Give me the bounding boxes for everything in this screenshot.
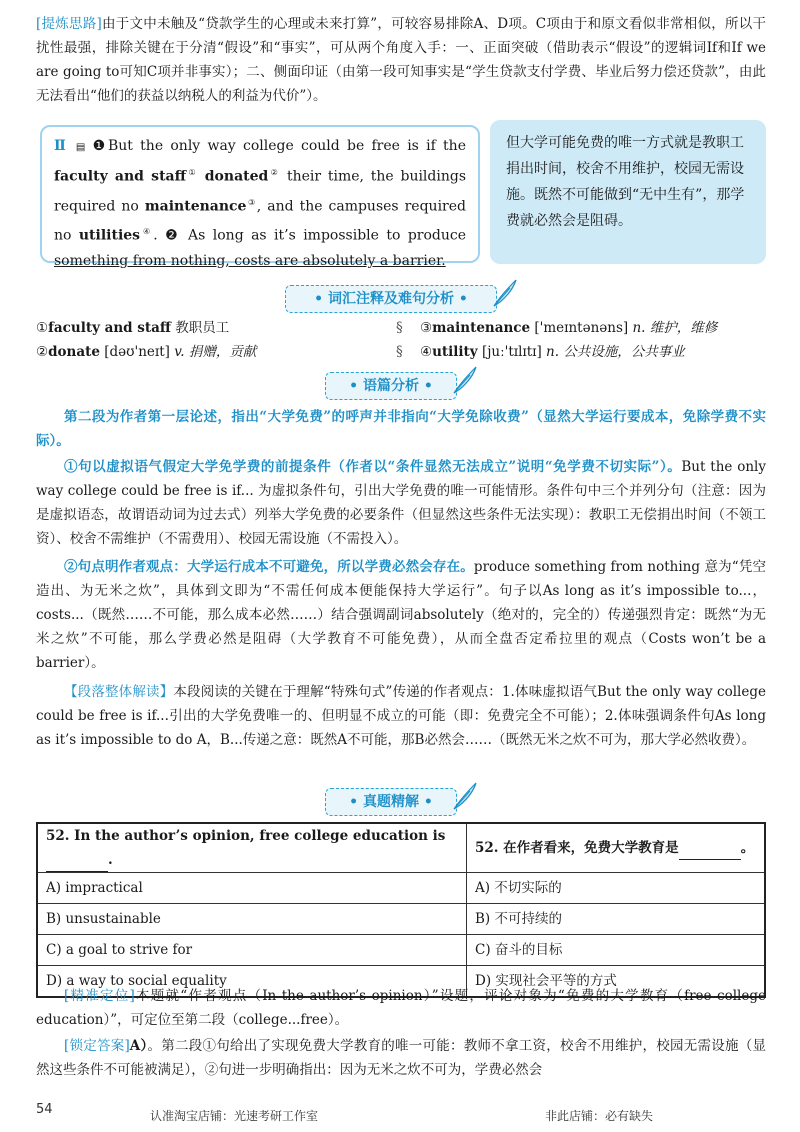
intro-text: 由于文中未触及“贷款学生的心理或未来打算”，可较容易排除A、D项。C项由于和原文看似非常相似，所以干扰性最强，排除关键在于分清“假设”和“事实”，可从两个角度入手：一、正面突破（借助表示“假设”的逻辑词If和If we are going to可知C项并非事实）；二、侧面印证（由第一段可知事实是“学生贷款支付学费、毕业后努力偿还贷款”，由此无法看出“他们的获益以纳税人的利益为代价”）。 — [36, 16, 766, 104]
vocab-num: ② — [36, 344, 49, 360]
vocab-word: utility — [432, 344, 478, 360]
doc-icon: ▤ — [75, 142, 86, 153]
vocab-word-4: utilities — [78, 227, 141, 244]
vocab-mark-1: ① — [186, 168, 198, 177]
locate-paragraph — [36, 984, 766, 1032]
vocab-def: 教职员工 — [175, 320, 230, 336]
vocab-word-3: maintenance — [144, 198, 247, 215]
section-heading-exam — [325, 788, 457, 816]
vocab-mark-3: ③ — [246, 197, 257, 207]
section-heading-analysis-text: • 语篇分析 • — [349, 378, 433, 394]
locate-text: 本题就“作者观点（In the author’s opinion）”设题，评论对象为“免费的大学教育（free college education）”，可定位至第二段（college...free）。 — [36, 988, 766, 1028]
option-c-cn: C) 奋斗的目标 — [467, 935, 766, 966]
locate-label: [精准定位] — [64, 988, 135, 1004]
section-heading-vocab-text: • 词汇注释及难句分析 • — [314, 291, 468, 307]
answer-blank — [679, 845, 741, 860]
passage-marker: Ⅱ — [54, 138, 69, 154]
analysis-overall-label: 【段落整体解读】 — [64, 684, 174, 700]
section-heading-analysis — [325, 372, 457, 400]
translation-text: 但大学可能免费的唯一方式就是教职工捐出时间，校舍不用维护，校园无需设施。既然不可能做到“无中生有”，那学费就必然会是阻碍。 — [506, 135, 745, 229]
analysis-summary — [36, 405, 766, 453]
question-stem-en — [37, 823, 467, 873]
option-row — [37, 935, 765, 966]
stem-en-end: . — [108, 852, 113, 868]
page-number: 54 — [36, 1102, 53, 1117]
vocab-word: faculty and staff — [48, 320, 171, 336]
vocab-def: n. 维护，维修 — [632, 320, 718, 336]
vocab-num: ① — [36, 320, 49, 336]
analysis-overall-text: 本段阅读的关键在于理解“特殊句式”传递的作者观点：1.体味虚拟语气But the only way college could be free is if...引出的大学免费唯一的、但明显不成立的可能（即：免费完全不可能）；2.体味强调条件句As long as it’s impossible to do A，B...传递之意：既然A不可能，那B必然会……（既然无米之炊不可为，那大学必然收费）。 — [36, 684, 766, 748]
section-heading-exam-text: • 真题精解 • — [349, 794, 433, 810]
vocab-item-3 — [420, 316, 717, 340]
stem-cn-text: 52. 在作者看来，免费大学教育是 — [475, 840, 679, 856]
option-b-en: B) unsustainable — [37, 904, 467, 935]
vocab-item-2 — [36, 340, 256, 364]
sentence-1-start: But the only way college could be free is if the — [107, 138, 466, 154]
answer-value: A） — [129, 1038, 148, 1054]
vocab-word: donate — [48, 344, 100, 360]
analysis-s1-body: But the only way college could be free is if... 为虚拟条件句，引出大学免费的唯一可能情形。条件句中三个并列分句（注意：因为是虚拟语态，故谓语动词为过去式）列举大学免费的必要条件（但显然这些条件无法实现）：教职工无偿捐出时间（不领工资）、校舍不需维护（不需费用）、校园无需设施（不需投入）。 — [36, 459, 767, 547]
stem-en-text: 52. In the author’s opinion, free college education is — [46, 828, 446, 844]
intro-label: [提炼思路] — [36, 16, 102, 32]
vocab-word-2: donated — [204, 168, 269, 185]
option-a-en: A) impractical — [37, 873, 467, 904]
vocab-word-1: faculty and staff — [54, 168, 187, 185]
answer-text: 。第二段①句给出了实现免费大学教育的唯一可能：教师不拿工资，校舍不用维护，校园无需设施（显然这些条件不可能被满足），②句进一步明确指出：因为无米之炊不可为，学费必然会 — [36, 1038, 766, 1078]
sentence-1-number: ❶ — [92, 138, 108, 154]
option-d-cn: D) 实现社会平等的方式 — [467, 966, 766, 998]
section-heading-vocab — [285, 285, 497, 313]
question-stem-row — [37, 823, 765, 873]
stem-cn-end: 。 — [740, 840, 755, 856]
question-stem-cn — [467, 823, 766, 873]
option-c-en: C) a goal to strive for — [37, 935, 467, 966]
option-row — [37, 904, 765, 935]
intro-paragraph — [36, 12, 766, 108]
analysis-summary-text: 第二段为作者第一层论述，指出“大学免费”的呼声并非指向“大学免除收费”（显然大学运行要成本，免除学费不实际）。 — [36, 409, 766, 449]
passage-box — [40, 125, 480, 269]
vocab-num: ④ — [420, 344, 433, 360]
vocab-mark-2: ② — [268, 168, 281, 177]
sentence-1-mid-1: their time, the buildings required no — [54, 168, 467, 215]
analysis-s2-body: produce something from nothing 意为“凭空造出、为无米之炊”，具体到文即为“不需任何成本便能保持大学运行”。句子以As long as it’s impossible to...，costs...（既然……不可能，那么成本必然……）结合强调副词absolutely（绝对的，完全的）传递强烈肯定：既然“为无米之炊”不可能，那么学费必然是阻碍（大学教育不可能免费），从而全盘否定希拉里的观点（Costs won’t be a barrier）。 — [36, 559, 767, 671]
question-table — [36, 822, 766, 998]
answer-paragraph — [36, 1034, 766, 1082]
sentence-1-end: . — [153, 227, 158, 244]
sentence-2-underlined: something from nothing, costs are absolutely a barrier. — [54, 252, 446, 269]
analysis-s2-head: ②句点明作者观点：大学运行成本不可避免，所以学费必然会存在。 — [64, 559, 474, 575]
vocab-def: n. 公共设施，公共事业 — [546, 344, 685, 360]
vocab-phonetic: ['meɪntənəns] — [534, 320, 629, 336]
answer-label: [锁定答案] — [64, 1038, 130, 1054]
option-a-cn: A) 不切实际的 — [467, 873, 766, 904]
analysis-sentence-1 — [36, 455, 766, 551]
vocab-def: v. 捐赠，贡献 — [174, 344, 257, 360]
sentence-1-mid-2: , and the campuses required no — [54, 198, 466, 244]
vocab-item-4 — [420, 340, 685, 364]
footer-right: 非此店铺：必有缺失 — [545, 1109, 654, 1123]
vocab-divider: § § — [396, 320, 403, 360]
footer-left: 认准淘宝店铺：光速考研工作室 — [150, 1109, 319, 1123]
option-row — [37, 873, 765, 904]
translation-box — [490, 120, 766, 264]
vocab-num: ③ — [420, 320, 433, 336]
vocab-word: maintenance — [432, 320, 531, 336]
sentence-2-number: ❷ — [165, 227, 181, 244]
vocab-phonetic: [juː'tɪlɪtɪ] — [481, 344, 542, 360]
quill-icon — [490, 276, 520, 310]
analysis-overall — [36, 680, 766, 752]
analysis-s1-head: ①句以虚拟语气假定大学免学费的前提条件（作者以“条件显然无法成立”说明“免学费不切实际”）。 — [64, 459, 682, 475]
vocab-item-1 — [36, 316, 229, 340]
quill-icon — [450, 779, 480, 813]
analysis-sentence-2 — [36, 555, 766, 675]
sentence-2-start: As long as it’s impossible to produce — [188, 227, 467, 244]
vocab-phonetic: [dəʊ'neɪt] — [104, 344, 170, 360]
quill-icon — [450, 363, 480, 397]
option-d-en: D) a way to social equality — [37, 966, 467, 998]
answer-blank — [46, 857, 108, 872]
option-b-cn: B) 不可持续的 — [467, 904, 766, 935]
vocab-mark-4: ④ — [140, 227, 154, 237]
